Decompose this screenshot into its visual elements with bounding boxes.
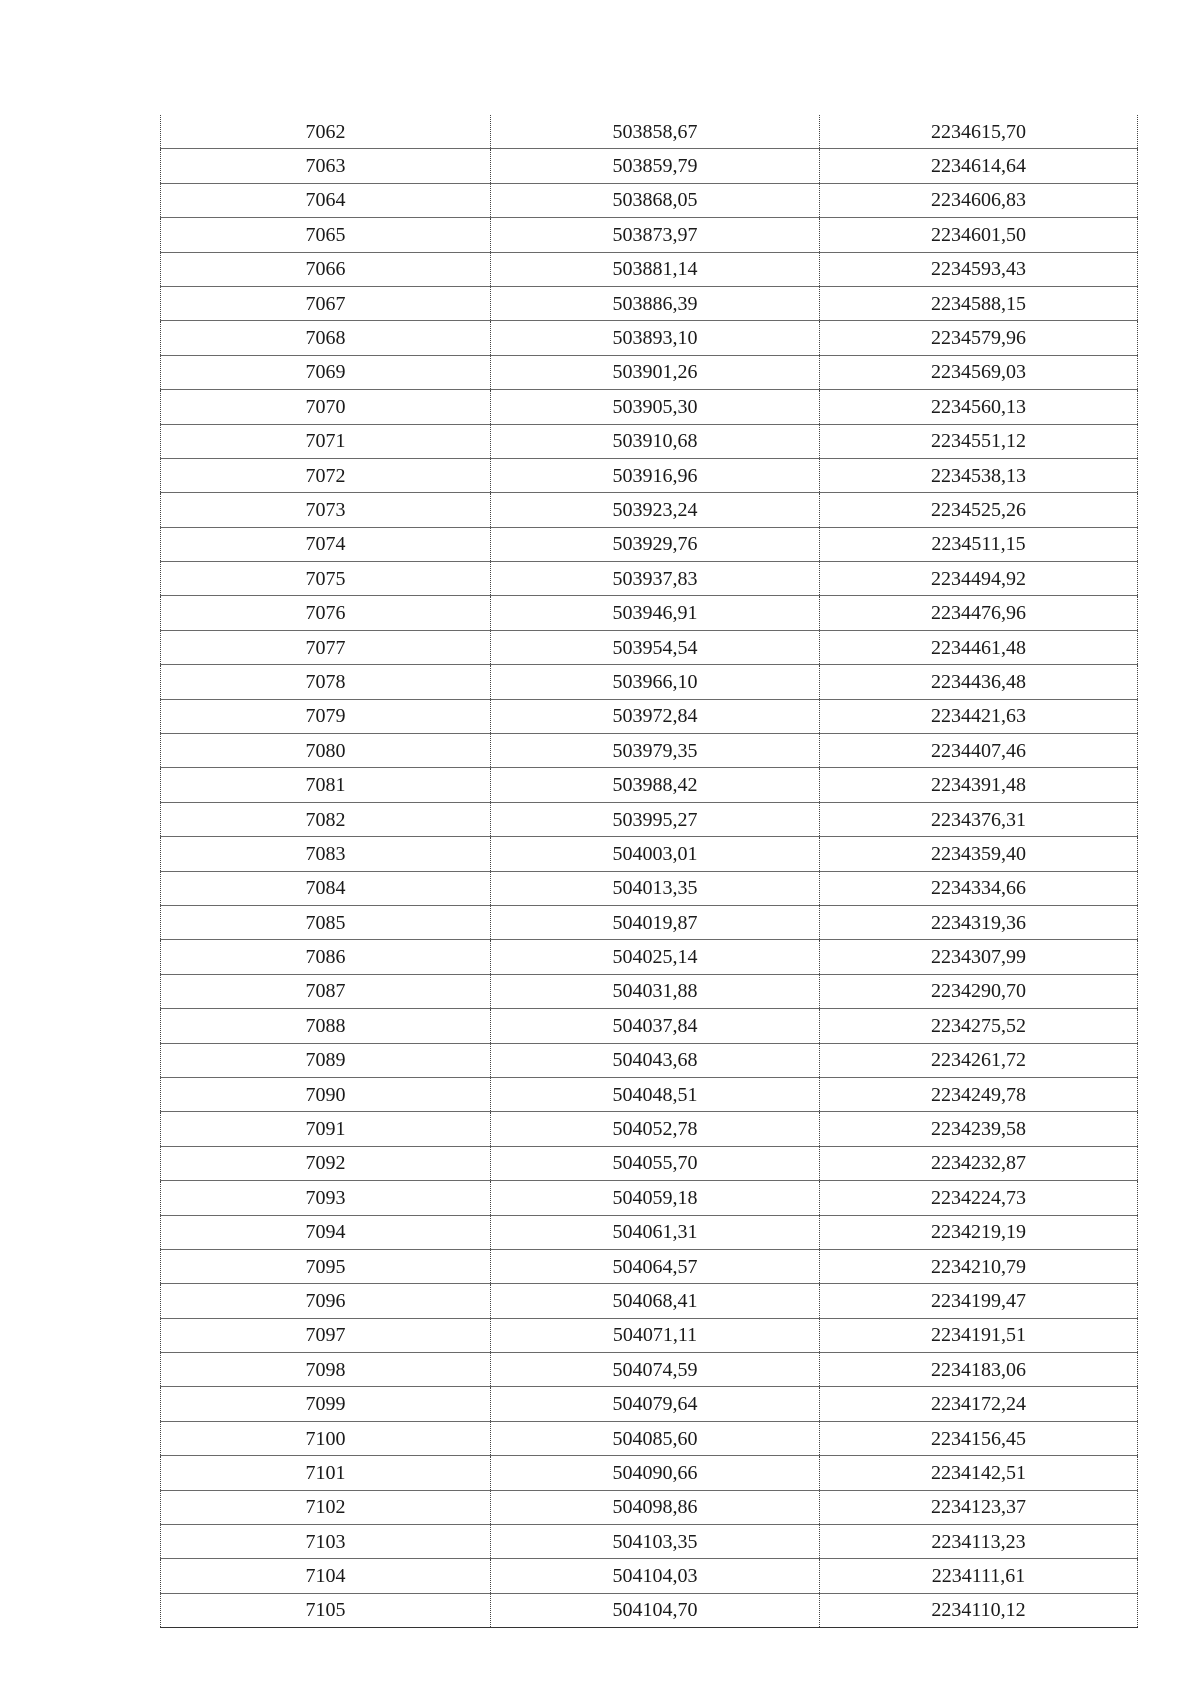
x-coordinate-cell: 503966,10 xyxy=(491,665,820,699)
y-coordinate-cell: 2234111,61 xyxy=(820,1559,1138,1593)
point-number-cell: 7087 xyxy=(161,974,491,1008)
x-coordinate-cell: 504071,11 xyxy=(491,1318,820,1352)
y-coordinate-cell: 2234239,58 xyxy=(820,1112,1138,1146)
x-coordinate-cell: 504098,86 xyxy=(491,1490,820,1524)
table-row xyxy=(161,1456,1138,1490)
table-row xyxy=(161,905,1138,939)
x-coordinate-cell: 504079,64 xyxy=(491,1387,820,1421)
point-number-cell: 7076 xyxy=(161,596,491,630)
point-number-cell: 7068 xyxy=(161,321,491,355)
point-number-cell: 7082 xyxy=(161,802,491,836)
y-coordinate-cell: 2234551,12 xyxy=(820,424,1138,458)
y-coordinate-cell: 2234601,50 xyxy=(820,218,1138,252)
y-coordinate-cell: 2234232,87 xyxy=(820,1146,1138,1180)
y-coordinate-cell: 2234156,45 xyxy=(820,1421,1138,1455)
point-number-cell: 7086 xyxy=(161,940,491,974)
y-coordinate-cell: 2234407,46 xyxy=(820,734,1138,768)
table-row xyxy=(161,1353,1138,1387)
x-coordinate-cell: 503979,35 xyxy=(491,734,820,768)
table-row xyxy=(161,871,1138,905)
point-number-cell: 7091 xyxy=(161,1112,491,1146)
table-row xyxy=(161,527,1138,561)
x-coordinate-cell: 504103,35 xyxy=(491,1525,820,1559)
y-coordinate-cell: 2234525,26 xyxy=(820,493,1138,527)
x-coordinate-cell: 503901,26 xyxy=(491,355,820,389)
point-number-cell: 7093 xyxy=(161,1181,491,1215)
y-coordinate-cell: 2234494,92 xyxy=(820,562,1138,596)
point-number-cell: 7083 xyxy=(161,837,491,871)
y-coordinate-cell: 2234224,73 xyxy=(820,1181,1138,1215)
x-coordinate-cell: 503988,42 xyxy=(491,768,820,802)
point-number-cell: 7063 xyxy=(161,149,491,183)
point-number-cell: 7072 xyxy=(161,458,491,492)
point-number-cell: 7088 xyxy=(161,1009,491,1043)
x-coordinate-cell: 504003,01 xyxy=(491,837,820,871)
table-row xyxy=(161,974,1138,1008)
x-coordinate-cell: 503881,14 xyxy=(491,252,820,286)
table-row xyxy=(161,458,1138,492)
y-coordinate-cell: 2234210,79 xyxy=(820,1249,1138,1283)
point-number-cell: 7067 xyxy=(161,286,491,320)
point-number-cell: 7104 xyxy=(161,1559,491,1593)
point-number-cell: 7079 xyxy=(161,699,491,733)
y-coordinate-cell: 2234249,78 xyxy=(820,1077,1138,1111)
point-number-cell: 7099 xyxy=(161,1387,491,1421)
point-number-cell: 7089 xyxy=(161,1043,491,1077)
x-coordinate-cell: 504074,59 xyxy=(491,1353,820,1387)
point-number-cell: 7098 xyxy=(161,1353,491,1387)
table-row xyxy=(161,1593,1138,1627)
x-coordinate-cell: 504048,51 xyxy=(491,1077,820,1111)
table-row xyxy=(161,768,1138,802)
coordinates-table-body xyxy=(161,115,1138,1628)
y-coordinate-cell: 2234219,19 xyxy=(820,1215,1138,1249)
x-coordinate-cell: 503873,97 xyxy=(491,218,820,252)
y-coordinate-cell: 2234606,83 xyxy=(820,183,1138,217)
table-row xyxy=(161,940,1138,974)
x-coordinate-cell: 503972,84 xyxy=(491,699,820,733)
table-row xyxy=(161,1249,1138,1283)
y-coordinate-cell: 2234569,03 xyxy=(820,355,1138,389)
table-row xyxy=(161,1077,1138,1111)
table-row xyxy=(161,802,1138,836)
table-row xyxy=(161,183,1138,217)
table-row xyxy=(161,390,1138,424)
x-coordinate-cell: 504031,88 xyxy=(491,974,820,1008)
x-coordinate-cell: 503905,30 xyxy=(491,390,820,424)
x-coordinate-cell: 504025,14 xyxy=(491,940,820,974)
y-coordinate-cell: 2234290,70 xyxy=(820,974,1138,1008)
x-coordinate-cell: 504055,70 xyxy=(491,1146,820,1180)
table-row xyxy=(161,1559,1138,1593)
y-coordinate-cell: 2234436,48 xyxy=(820,665,1138,699)
point-number-cell: 7071 xyxy=(161,424,491,458)
y-coordinate-cell: 2234511,15 xyxy=(820,527,1138,561)
table-row xyxy=(161,149,1138,183)
y-coordinate-cell: 2234476,96 xyxy=(820,596,1138,630)
point-number-cell: 7085 xyxy=(161,905,491,939)
table-row xyxy=(161,1318,1138,1352)
table-row xyxy=(161,355,1138,389)
point-number-cell: 7066 xyxy=(161,252,491,286)
table-row xyxy=(161,596,1138,630)
table-row xyxy=(161,493,1138,527)
y-coordinate-cell: 2234334,66 xyxy=(820,871,1138,905)
y-coordinate-cell: 2234615,70 xyxy=(820,115,1138,149)
point-number-cell: 7090 xyxy=(161,1077,491,1111)
y-coordinate-cell: 2234319,36 xyxy=(820,905,1138,939)
x-coordinate-cell: 503946,91 xyxy=(491,596,820,630)
x-coordinate-cell: 504061,31 xyxy=(491,1215,820,1249)
x-coordinate-cell: 503923,24 xyxy=(491,493,820,527)
y-coordinate-cell: 2234579,96 xyxy=(820,321,1138,355)
point-number-cell: 7097 xyxy=(161,1318,491,1352)
coordinates-table xyxy=(160,115,1138,1628)
x-coordinate-cell: 503929,76 xyxy=(491,527,820,561)
point-number-cell: 7074 xyxy=(161,527,491,561)
y-coordinate-cell: 2234421,63 xyxy=(820,699,1138,733)
point-number-cell: 7102 xyxy=(161,1490,491,1524)
point-number-cell: 7105 xyxy=(161,1593,491,1627)
y-coordinate-cell: 2234142,51 xyxy=(820,1456,1138,1490)
table-row xyxy=(161,1387,1138,1421)
table-row xyxy=(161,699,1138,733)
x-coordinate-cell: 503868,05 xyxy=(491,183,820,217)
y-coordinate-cell: 2234183,06 xyxy=(820,1353,1138,1387)
point-number-cell: 7062 xyxy=(161,115,491,149)
table-row xyxy=(161,321,1138,355)
y-coordinate-cell: 2234588,15 xyxy=(820,286,1138,320)
point-number-cell: 7100 xyxy=(161,1421,491,1455)
table-row xyxy=(161,1043,1138,1077)
table-row xyxy=(161,286,1138,320)
point-number-cell: 7077 xyxy=(161,630,491,664)
table-row xyxy=(161,115,1138,149)
x-coordinate-cell: 504019,87 xyxy=(491,905,820,939)
table-row xyxy=(161,1112,1138,1146)
point-number-cell: 7069 xyxy=(161,355,491,389)
point-number-cell: 7075 xyxy=(161,562,491,596)
x-coordinate-cell: 503893,10 xyxy=(491,321,820,355)
x-coordinate-cell: 504068,41 xyxy=(491,1284,820,1318)
x-coordinate-cell: 504104,03 xyxy=(491,1559,820,1593)
table-row xyxy=(161,630,1138,664)
x-coordinate-cell: 504043,68 xyxy=(491,1043,820,1077)
point-number-cell: 7081 xyxy=(161,768,491,802)
x-coordinate-cell: 503995,27 xyxy=(491,802,820,836)
table-row xyxy=(161,1525,1138,1559)
x-coordinate-cell: 504085,60 xyxy=(491,1421,820,1455)
table-row xyxy=(161,1490,1138,1524)
x-coordinate-cell: 504064,57 xyxy=(491,1249,820,1283)
point-number-cell: 7094 xyxy=(161,1215,491,1249)
table-row xyxy=(161,837,1138,871)
x-coordinate-cell: 503886,39 xyxy=(491,286,820,320)
point-number-cell: 7078 xyxy=(161,665,491,699)
y-coordinate-cell: 2234307,99 xyxy=(820,940,1138,974)
x-coordinate-cell: 504090,66 xyxy=(491,1456,820,1490)
x-coordinate-cell: 504059,18 xyxy=(491,1181,820,1215)
x-coordinate-cell: 503937,83 xyxy=(491,562,820,596)
point-number-cell: 7070 xyxy=(161,390,491,424)
table-row xyxy=(161,665,1138,699)
x-coordinate-cell: 504037,84 xyxy=(491,1009,820,1043)
y-coordinate-cell: 2234614,64 xyxy=(820,149,1138,183)
y-coordinate-cell: 2234261,72 xyxy=(820,1043,1138,1077)
point-number-cell: 7073 xyxy=(161,493,491,527)
y-coordinate-cell: 2234560,13 xyxy=(820,390,1138,424)
y-coordinate-cell: 2234275,52 xyxy=(820,1009,1138,1043)
x-coordinate-cell: 504104,70 xyxy=(491,1593,820,1627)
point-number-cell: 7065 xyxy=(161,218,491,252)
y-coordinate-cell: 2234199,47 xyxy=(820,1284,1138,1318)
x-coordinate-cell: 503954,54 xyxy=(491,630,820,664)
table-row xyxy=(161,252,1138,286)
y-coordinate-cell: 2234113,23 xyxy=(820,1525,1138,1559)
table-row xyxy=(161,218,1138,252)
x-coordinate-cell: 504013,35 xyxy=(491,871,820,905)
table-row xyxy=(161,1215,1138,1249)
y-coordinate-cell: 2234110,12 xyxy=(820,1593,1138,1627)
table-row xyxy=(161,1421,1138,1455)
y-coordinate-cell: 2234376,31 xyxy=(820,802,1138,836)
table-row xyxy=(161,1009,1138,1043)
x-coordinate-cell: 503916,96 xyxy=(491,458,820,492)
point-number-cell: 7096 xyxy=(161,1284,491,1318)
y-coordinate-cell: 2234391,48 xyxy=(820,768,1138,802)
y-coordinate-cell: 2234191,51 xyxy=(820,1318,1138,1352)
table-row xyxy=(161,734,1138,768)
x-coordinate-cell: 503858,67 xyxy=(491,115,820,149)
y-coordinate-cell: 2234123,37 xyxy=(820,1490,1138,1524)
y-coordinate-cell: 2234172,24 xyxy=(820,1387,1138,1421)
x-coordinate-cell: 503910,68 xyxy=(491,424,820,458)
point-number-cell: 7103 xyxy=(161,1525,491,1559)
table-row xyxy=(161,424,1138,458)
x-coordinate-cell: 503859,79 xyxy=(491,149,820,183)
y-coordinate-cell: 2234593,43 xyxy=(820,252,1138,286)
y-coordinate-cell: 2234461,48 xyxy=(820,630,1138,664)
y-coordinate-cell: 2234538,13 xyxy=(820,458,1138,492)
point-number-cell: 7092 xyxy=(161,1146,491,1180)
table-row xyxy=(161,1284,1138,1318)
point-number-cell: 7064 xyxy=(161,183,491,217)
point-number-cell: 7095 xyxy=(161,1249,491,1283)
point-number-cell: 7080 xyxy=(161,734,491,768)
point-number-cell: 7084 xyxy=(161,871,491,905)
table-row xyxy=(161,562,1138,596)
x-coordinate-cell: 504052,78 xyxy=(491,1112,820,1146)
point-number-cell: 7101 xyxy=(161,1456,491,1490)
table-row xyxy=(161,1181,1138,1215)
table-row xyxy=(161,1146,1138,1180)
y-coordinate-cell: 2234359,40 xyxy=(820,837,1138,871)
